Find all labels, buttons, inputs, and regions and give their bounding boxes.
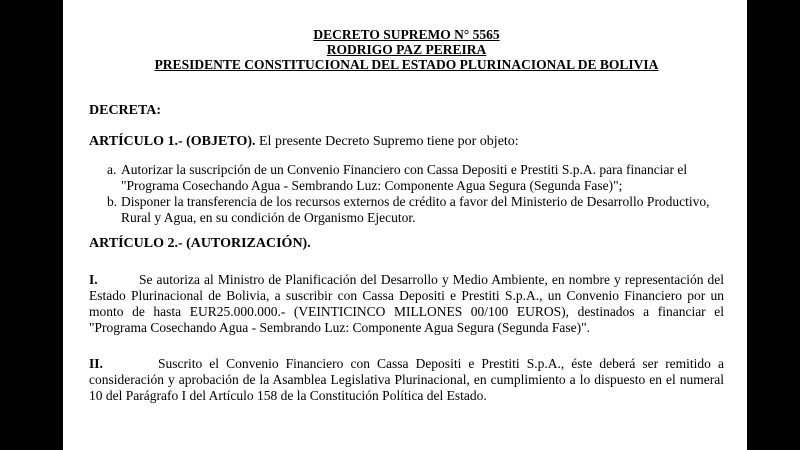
list-marker: a. [107, 162, 117, 177]
paragraph-number: II. [89, 356, 103, 371]
article-2-title: ARTÍCULO 2.- (AUTORIZACIÓN). [89, 236, 311, 251]
article-1-text: El presente Decreto Supremo tiene por objeto: [255, 134, 519, 149]
list-marker: b. [107, 194, 118, 209]
article-2-paragraph-2 [89, 356, 724, 404]
paragraph-number: I. [89, 272, 98, 287]
president-title: PRESIDENTE CONSTITUCIONAL DEL ESTADO PLURINACIONAL DE BOLIVIA [154, 57, 659, 72]
decree-header [89, 27, 724, 72]
paragraph-text: Suscrito el Convenio Financiero con Cassa Depositi e Prestiti S.p.A., éste deberá ser remitido a consideración y aprobación de la Asamblea Legislativa Plurinacional, en cumplimiento a lo dispuesto en el numeral 10 del Parágrafo I del Artículo 158 de la Constitución Política del Estado. [89, 356, 724, 403]
article-1-title: ARTÍCULO 1.- (OBJETO). [89, 134, 256, 149]
list-item-text: Disponer la transferencia de los recursos externos de crédito a favor del Ministerio de Desarrollo Productivo, Rural y Agua, en su condición de Organismo Ejecutor. [121, 194, 710, 225]
president-name: RODRIGO PAZ PEREIRA [326, 42, 487, 57]
article-1-list [89, 162, 724, 226]
document-page [63, 0, 747, 450]
paragraph-text: Se autoriza al Ministro de Planificación del Desarrollo y Medio Ambiente, en nombre y representación del Estado Plurinacional de Bolivia, a suscribir con Cassa Depositi e Prestiti S.p.A., un Convenio Financiero por un monto de hasta EUR25.000.000.- (VEINTICINCO MILLONES 00/100 EUROS), destinados a financiar el "Programa Cosechando Agua - Sembrando Luz: Componente Agua Segura (Segunda Fase)". [89, 272, 724, 335]
list-item [89, 194, 724, 226]
decree-number: DECRETO SUPREMO N° 5565 [313, 27, 500, 42]
article-1 [89, 134, 724, 150]
list-item-text: Autorizar la suscripción de un Convenio Financiero con Cassa Depositi e Prestiti S.p.A. para financiar el "Programa Cosechando Agua - Sembrando Luz: Componente Agua Segura (Segunda Fase)"; [121, 162, 688, 193]
decreta-heading: DECRETA: [89, 103, 162, 118]
article-2-paragraph-1 [89, 272, 724, 336]
list-item [89, 162, 724, 194]
